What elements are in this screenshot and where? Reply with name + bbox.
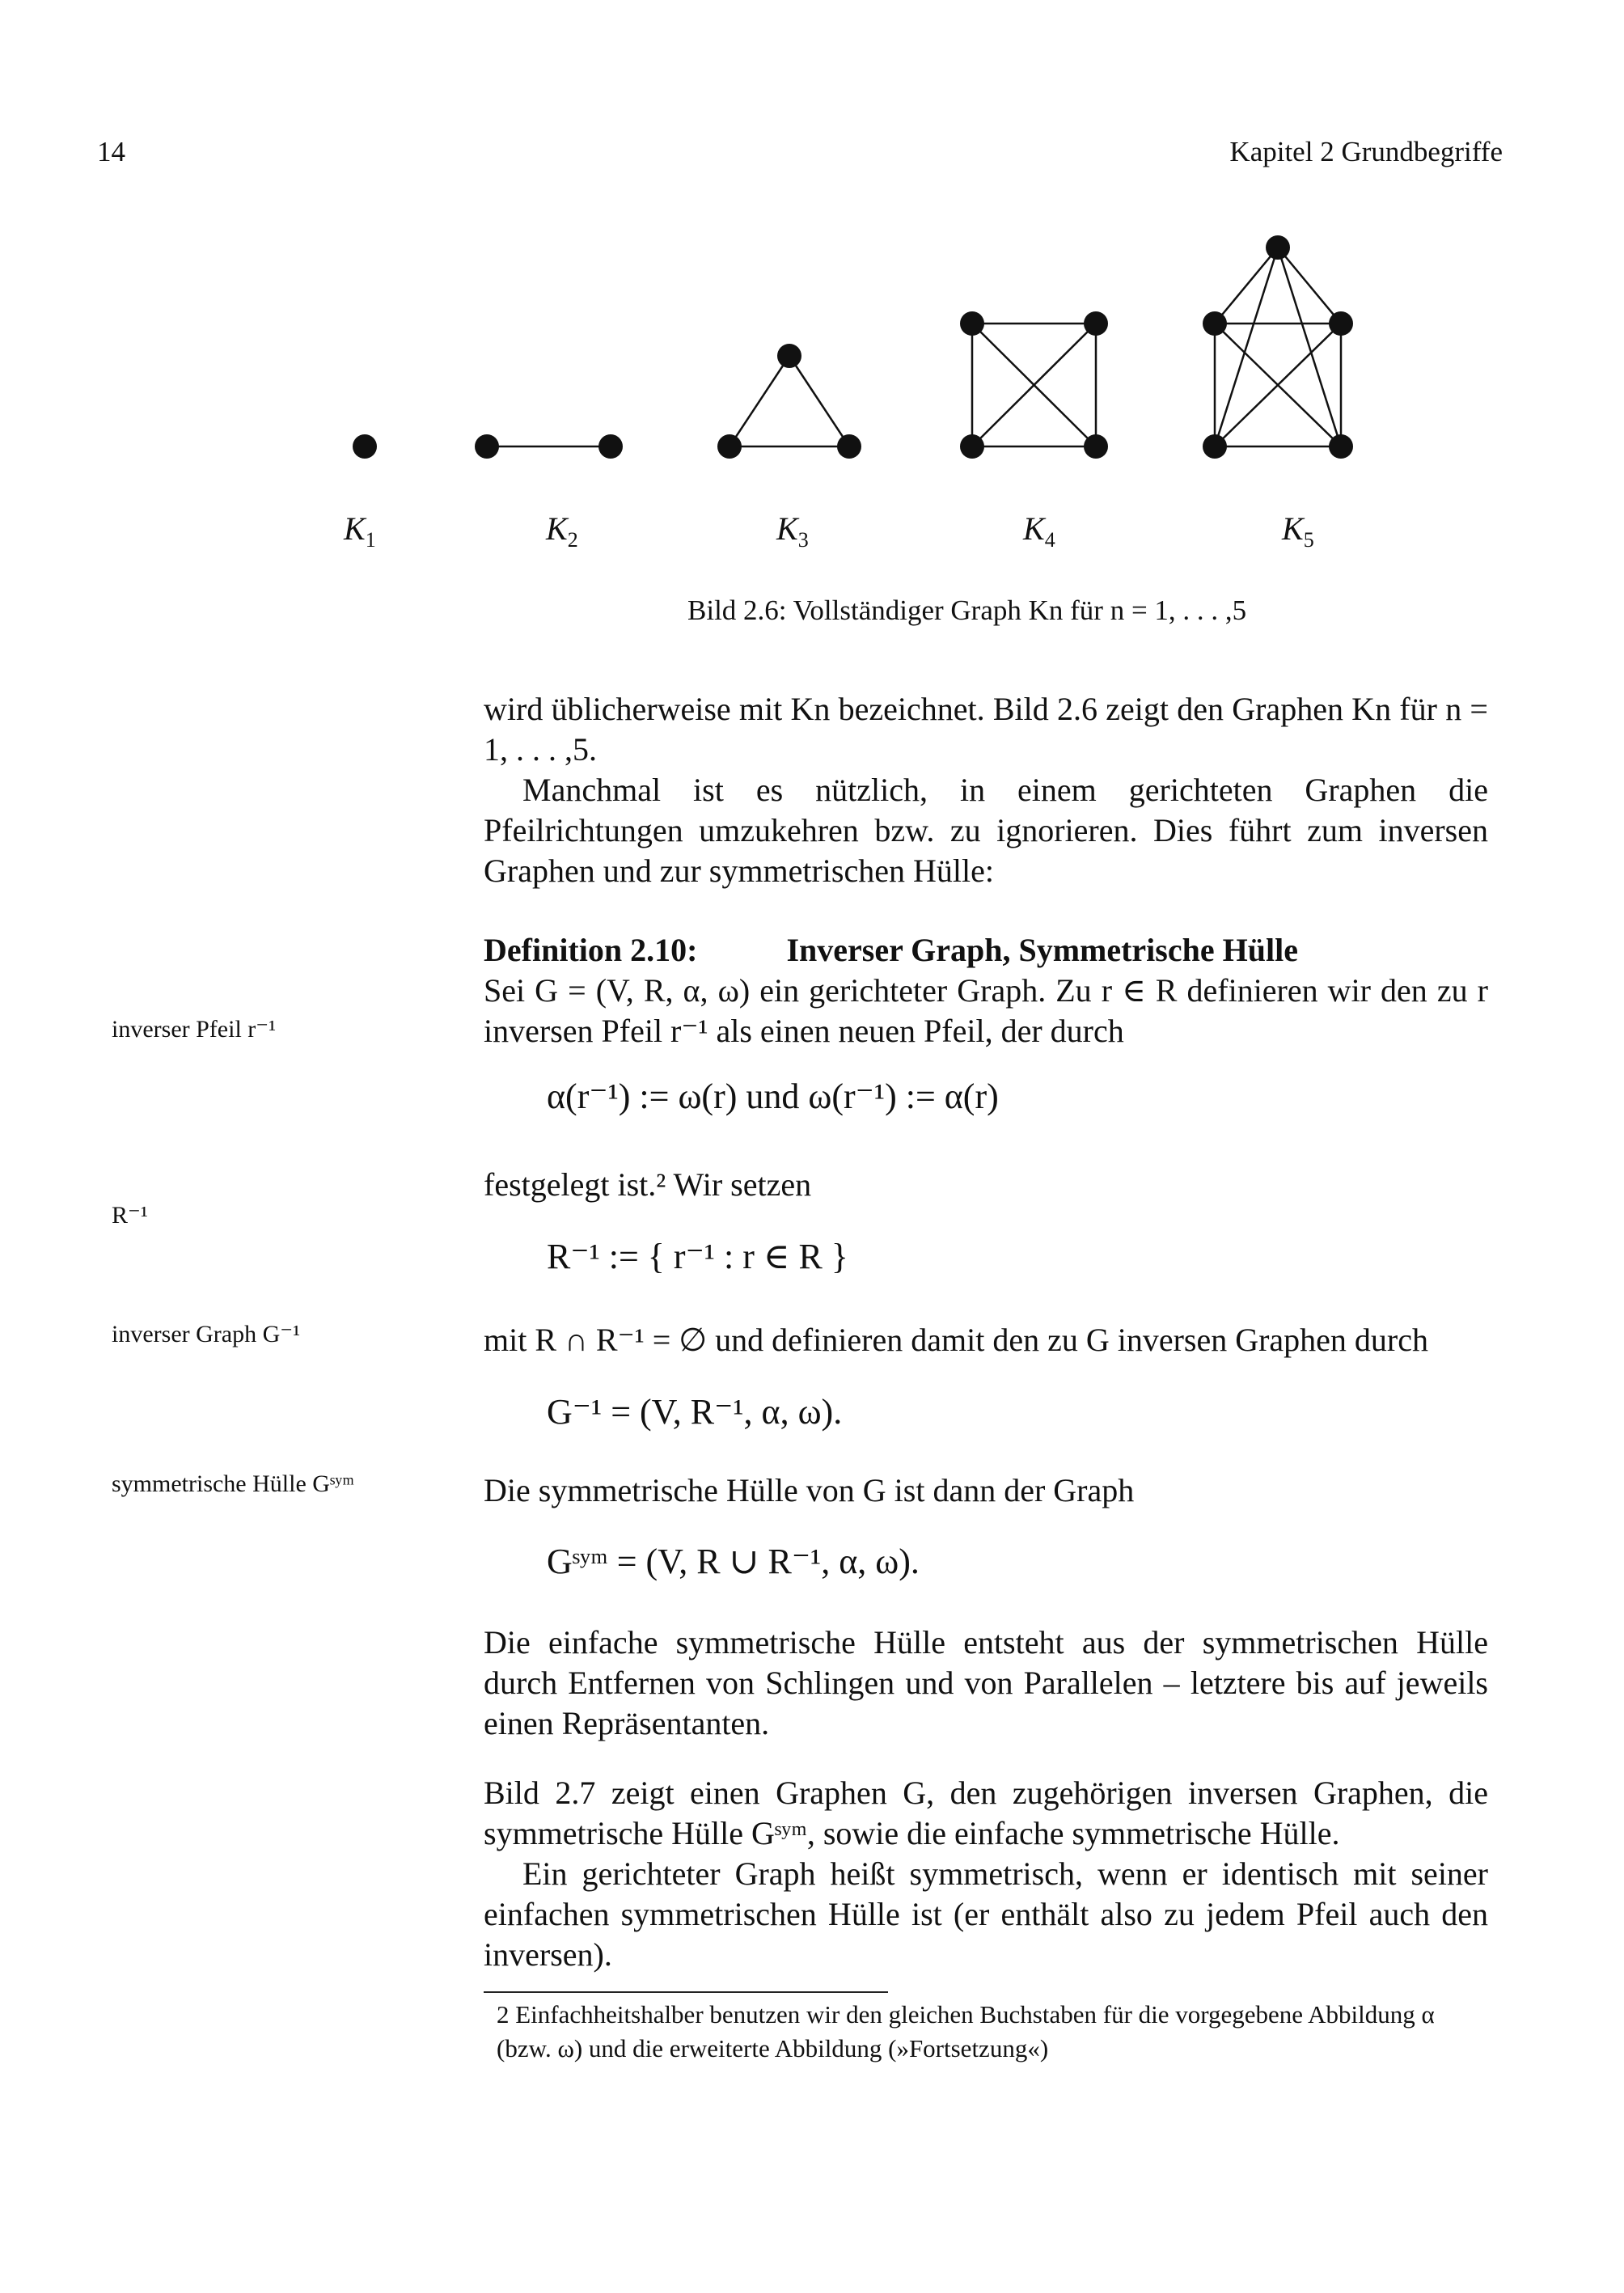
paragraph-2: Manchmal ist es nützlich, in einem gerichteten Graphen die Pfeilrichtungen umzukehren bzw. zu ignorieren. Dies führt zum inversen Graphen und zur symmetrischen Hülle: — [484, 772, 1488, 889]
vertex — [1084, 311, 1108, 336]
vertex — [1266, 235, 1290, 260]
chapter-header: Kapitel 2 Grundbegriffe — [1229, 136, 1503, 167]
label-k1: $K_1$ — [344, 510, 376, 552]
equation-1: α(r⁻¹) := ω(r) und ω(r⁻¹) := α(r) — [547, 1077, 999, 1116]
definition-title: Inverser Graph, Symmetrische Hülle — [786, 932, 1298, 968]
vertex — [717, 434, 742, 459]
paragraph-5: Ein gerichteter Graph heißt symmetrisch, wenn er identisch mit seiner einfachen symmetrischen Hülle ist (er enthält also zu jedem Pfeil auch den inversen). — [484, 1855, 1488, 1973]
vertex — [1203, 434, 1227, 459]
figure-caption: Bild 2.6: Vollständiger Graph Kn für n = 1, . . . ,5 — [687, 594, 1247, 626]
vertex — [837, 434, 861, 459]
paragraph-4: Bild 2.7 zeigt einen Graphen G, den zugehörigen inversen Graphen, die symmetrische Hülle Gˢʸᵐ, sowie die einfache symmetrische Hülle. — [484, 1775, 1488, 1851]
page-number: 14 — [97, 136, 125, 167]
paragraph-1: wird üblicherweise mit Kn bezeichnet. Bild 2.6 zeigt den Graphen Kn für n = 1, . . . ,5. — [484, 691, 1488, 768]
margin-note-inverser-pfeil: inverser Pfeil r⁻¹ — [112, 1016, 277, 1043]
label-k3: $K_3$ — [776, 510, 809, 552]
vertex — [475, 434, 499, 459]
vertex — [777, 344, 801, 368]
margin-note-inverser-graph: inverser Graph G⁻¹ — [112, 1321, 301, 1347]
label-k5: $K_5$ — [1282, 510, 1314, 552]
margin-note-r-inverse: R⁻¹ — [112, 1202, 148, 1229]
vertex — [1329, 434, 1353, 459]
text-festgelegt: festgelegt ist.² Wir setzen — [484, 1166, 812, 1203]
vertex — [960, 434, 984, 459]
footnote-rule — [484, 1991, 888, 1993]
label-k4: $K_4$ — [1023, 510, 1055, 552]
paragraph-3: Die einfache symmetrische Hülle entsteht aus der symmetrischen Hülle durch Entfernen von Schlingen und von Parallelen – letztere bis auf jeweils einen Repräsentanten. — [484, 1624, 1488, 1741]
equation-4: Gˢʸᵐ = (V, R ∪ R⁻¹, α, ω). — [547, 1542, 920, 1581]
definition-heading — [484, 930, 1488, 971]
vertex — [1203, 311, 1227, 336]
text-mit: mit R ∩ R⁻¹ = ∅ und definieren damit den zu G inversen Graphen durch — [484, 1322, 1429, 1358]
equation-3: G⁻¹ = (V, R⁻¹, α, ω). — [547, 1392, 843, 1432]
footnote: 2 Einfachheitshalber benutzen wir den gleichen Buchstaben für die vorgegebene Abbildung α (bzw. ω) und die erweiterte Abbildung (»Fortsetzung«) — [497, 2000, 1435, 2062]
vertex — [1084, 434, 1108, 459]
label-k2: $K_2$ — [546, 510, 578, 552]
margin-note-symmetrische-huelle: symmetrische Hülle Gˢʸᵐ — [112, 1470, 354, 1497]
definition-text: Sei G = (V, R, α, ω) ein gerichteter Graph. Zu r ∈ R definieren wir den zu r inversen Pfeil r⁻¹ als einen neuen Pfeil, der durch — [484, 972, 1488, 1049]
text-symmetrische-huelle: Die symmetrische Hülle von G ist dann der Graph — [484, 1472, 1135, 1508]
complete-graphs-figure — [307, 226, 1375, 477]
definition-label: Definition 2.10: — [484, 932, 698, 968]
vertex — [353, 434, 377, 459]
vertex — [1329, 311, 1353, 336]
vertex — [960, 311, 984, 336]
equation-2: R⁻¹ := { r⁻¹ : r ∈ R } — [547, 1237, 848, 1276]
vertex — [598, 434, 623, 459]
